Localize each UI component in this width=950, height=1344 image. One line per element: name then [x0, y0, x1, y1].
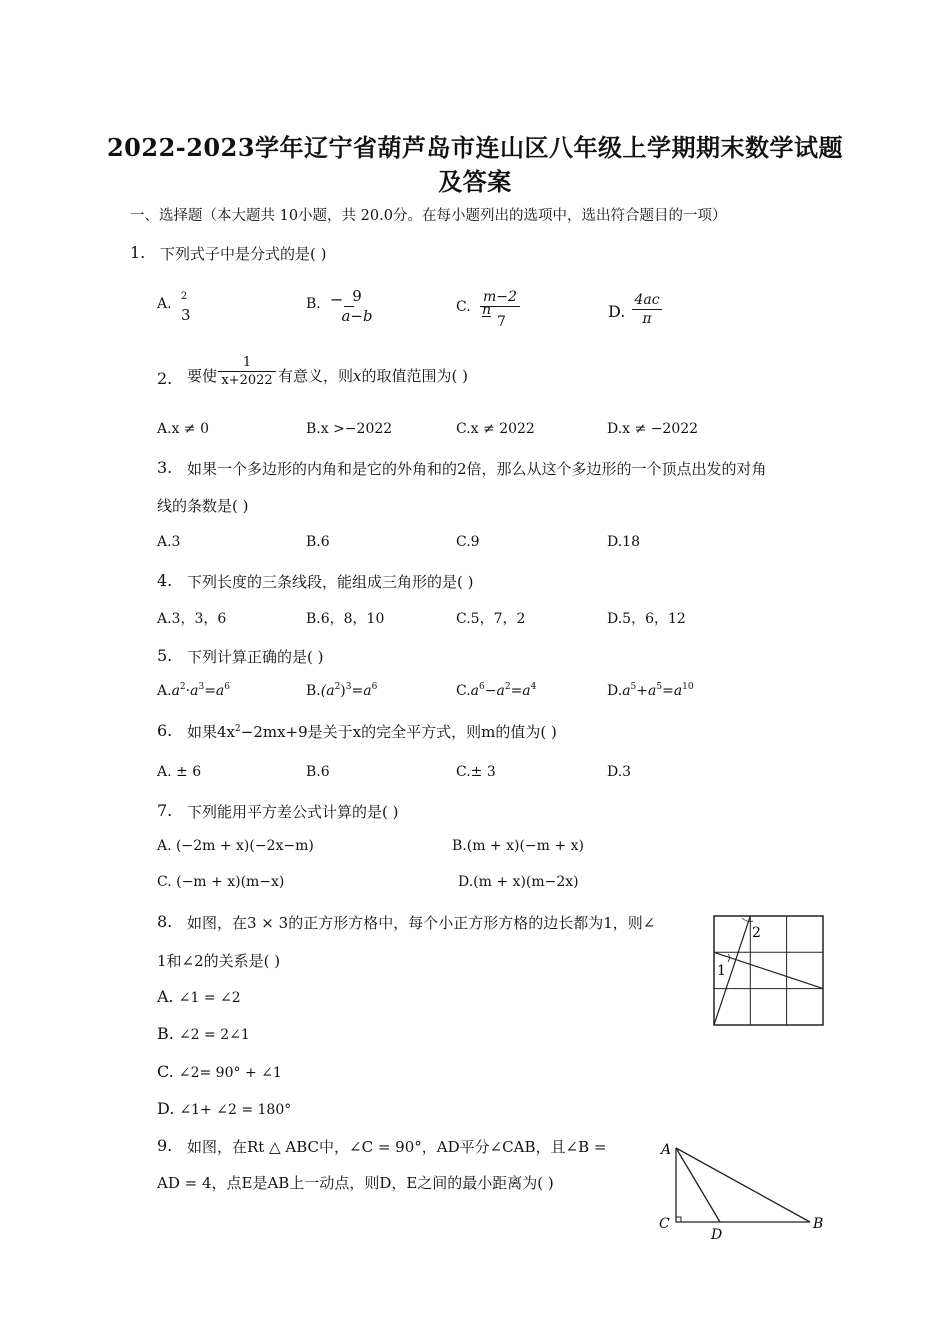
q2-bar	[218, 371, 276, 372]
q5-d-label: D.	[607, 683, 623, 699]
q5-a-exp1: 2	[179, 682, 186, 692]
q8-c-label: C.	[157, 1062, 174, 1081]
q1-b-denominator: a−b	[341, 307, 373, 325]
q2-post	[278, 365, 468, 386]
q2-fraction	[218, 356, 276, 387]
q9-line1: 如图，在Rt △ ABC中，∠C = 90°，AD平分∠CAB，且∠B =	[187, 1138, 607, 1156]
q1-b-numerator: 9	[352, 287, 362, 305]
q6-option-b: B.6	[306, 764, 330, 780]
q7-option-b: B.(m + x)(−m + x)	[452, 838, 584, 854]
q1-d-bar	[632, 309, 662, 310]
q8-c-text: ∠2= 90° + ∠1	[178, 1065, 282, 1081]
q1-option-d-label: D.	[608, 302, 626, 321]
q1-option-a-fraction	[178, 292, 190, 305]
q2-denominator: x+2022	[221, 373, 273, 388]
q2-option-a: A.x ≠ 0	[157, 421, 209, 437]
q1-b-sign: −	[330, 290, 344, 309]
q1-d-denominator: π	[642, 311, 652, 327]
q1-option-b-label: B.	[306, 296, 321, 312]
q8-b-label: B.	[157, 1024, 174, 1043]
q7-option-c: C. (−m + x)(m−x)	[157, 874, 285, 890]
q7-text: 下列能用平方差公式计算的是( )	[187, 803, 399, 821]
q1-c-sub: n	[482, 302, 492, 318]
q3-line1: 如果一个多边形的内角和是它的外角和的2倍，那么从这个多边形的一个顶点出发的对角	[187, 460, 767, 478]
q2-option-b: B.x >−2022	[306, 421, 393, 437]
q5-a-exp2: 3	[198, 682, 205, 692]
q9-label-c: C	[659, 1216, 670, 1232]
q5-d-base1: a	[622, 683, 631, 699]
q3-number: 3.	[157, 458, 173, 477]
q1-number: 1.	[130, 243, 146, 262]
q9-line2: AD = 4，点E是AB上一动点，则D，E之间的最小距离为( )	[157, 1174, 554, 1192]
q5-c-label: C.	[456, 683, 471, 699]
q5-number: 5.	[157, 646, 173, 665]
q2-numerator: 1	[242, 355, 252, 370]
q5-a-exp3: 6	[224, 682, 230, 692]
q5-option-d	[607, 683, 694, 699]
q9-side-ab	[676, 1148, 810, 1222]
q5-d-exp3: 10	[682, 682, 694, 692]
q5-b-exp3: 6	[371, 682, 378, 692]
q5-option-b	[306, 683, 377, 699]
q5-text: 下列计算正确的是( )	[187, 648, 324, 666]
q8-a-label: A.	[157, 987, 174, 1006]
q8-grid-figure	[712, 914, 826, 1028]
q9-bisector-ad	[676, 1148, 720, 1222]
q5-c-exp2: 2	[504, 682, 511, 692]
q5-b-exp2: 3	[345, 682, 352, 692]
q5-b-exp1: 2	[334, 682, 341, 692]
q8-b-text: ∠2 = 2∠1	[178, 1027, 250, 1043]
q4-option-a: A.3，3，6	[157, 611, 227, 627]
q9-triangle-figure	[655, 1138, 835, 1244]
q4-text: 下列长度的三条线段，能组成三角形的是( )	[187, 573, 474, 591]
q6-exponent: 2	[235, 724, 241, 734]
q5-b-result: =a	[351, 683, 372, 699]
section-header: 一、选择题（本大题共 10小题，共 20.0分。在每小题列出的选项中，选出符合题目的一项）	[130, 208, 727, 224]
q1-option-d-fraction	[632, 293, 662, 326]
q4-number: 4.	[157, 571, 173, 590]
q5-d-exp2: 5	[656, 682, 663, 692]
q1-option-b-fraction	[340, 289, 374, 324]
q5-a-mid: ·a	[185, 683, 199, 699]
q3-option-d: D.18	[607, 534, 640, 550]
q6-part2: −2mx+9是关于x的完全平方式，则m的值为( )	[240, 723, 557, 741]
q4-option-c: C.5，7，2	[456, 611, 526, 627]
q5-option-c	[456, 683, 536, 699]
q2-post2: 的取值范围为( )	[361, 367, 468, 385]
q5-d-result: =a	[662, 683, 683, 699]
q6-number: 6.	[157, 721, 173, 740]
q8-angle2-arc	[742, 918, 753, 922]
q6-part1: 如果4x	[187, 723, 236, 741]
q5-b-mid: )	[340, 683, 346, 699]
q5-c-base1: a	[470, 683, 480, 699]
q8-option-d	[157, 1099, 291, 1118]
q1-option-c-label: C.	[456, 299, 471, 315]
q2-number: 2.	[157, 369, 173, 388]
q8-line2: 1和∠2的关系是( )	[157, 952, 281, 970]
q9-label-b: B	[813, 1216, 824, 1232]
q8-angle1-label: 1	[717, 963, 726, 979]
q1-a-fraction-space	[178, 302, 190, 305]
q7-option-a: A. (−2m + x)(−2x−m)	[157, 838, 314, 854]
q3-option-c: C.9	[456, 534, 480, 550]
q4-option-d: D.5，6，12	[607, 611, 686, 627]
q2-var: x	[353, 367, 362, 385]
q2-pre: 要使	[187, 367, 218, 385]
q1-a-numerator: 2	[180, 291, 188, 302]
q8-option-c	[157, 1062, 282, 1081]
q9-label-a: A	[661, 1142, 672, 1158]
q5-b-base1: (a	[320, 683, 335, 699]
q8-option-a	[157, 987, 241, 1006]
q8-number: 8.	[157, 912, 173, 931]
q7-number: 7.	[157, 801, 173, 820]
q9-right-angle-mark	[676, 1217, 681, 1222]
q1-d-numerator: 4ac	[634, 292, 660, 308]
q8-d-label: D.	[157, 1099, 175, 1118]
q1-c-numerator: m−2	[483, 289, 517, 305]
q5-a-label: A.	[157, 683, 172, 699]
q9-number: 9.	[157, 1136, 173, 1155]
q5-d-mid: +a	[636, 683, 657, 699]
q5-a-result: =a	[204, 683, 225, 699]
q8-d-text: ∠1+ ∠2 = 180°	[179, 1102, 292, 1118]
q1-text: 下列式子中是分式的是( )	[160, 245, 327, 263]
q7-option-d: D.(m + x)(m−2x)	[458, 874, 579, 890]
q3-line2: 线的条数是( )	[157, 497, 249, 515]
q6-option-d: D.3	[607, 764, 632, 780]
q6-option-a: A. ± 6	[157, 764, 202, 780]
q4-option-b: B.6，8，10	[306, 611, 385, 627]
q5-b-label: B.	[306, 683, 321, 699]
page-title-line2: 及答案	[438, 167, 512, 196]
q8-option-b	[157, 1024, 250, 1043]
q2-option-d: D.x ≠ −2022	[607, 421, 699, 437]
q5-c-result: =a	[510, 683, 531, 699]
q8-diagonal-2	[714, 952, 823, 988]
q5-c-exp3: 4	[530, 682, 537, 692]
q1-c-denominator: 7	[497, 314, 506, 330]
q6-option-c: C.± 3	[456, 764, 496, 780]
q5-a-base1: a	[171, 683, 180, 699]
q2-post1: 有意义，则	[278, 367, 354, 385]
q1-option-a-label: A.	[157, 296, 172, 312]
q5-c-exp1: 6	[479, 682, 485, 692]
q8-line1: 如图，在3 × 3的正方形方格中，每个小正方形方格的边长都为1，则∠	[187, 914, 656, 932]
q8-angle2-label: 2	[752, 925, 761, 941]
q5-c-mid: −a	[484, 683, 505, 699]
page-title-line1: 2022-2023学年辽宁省葫芦岛市连山区八年级上学期期末数学试题	[106, 133, 844, 162]
q5-d-exp1: 5	[630, 682, 637, 692]
q8-a-text: ∠1 = ∠2	[178, 990, 241, 1006]
q6-text	[187, 721, 557, 742]
q3-option-b: B.6	[306, 534, 330, 550]
q3-option-a: A.3	[157, 534, 181, 550]
q5-option-a	[157, 683, 230, 699]
q9-label-d: D	[711, 1227, 723, 1243]
q2-option-c: C.x ≠ 2022	[456, 421, 535, 437]
q1-a-denominator: 3	[181, 306, 191, 324]
q8-angle1-arc	[728, 954, 730, 962]
